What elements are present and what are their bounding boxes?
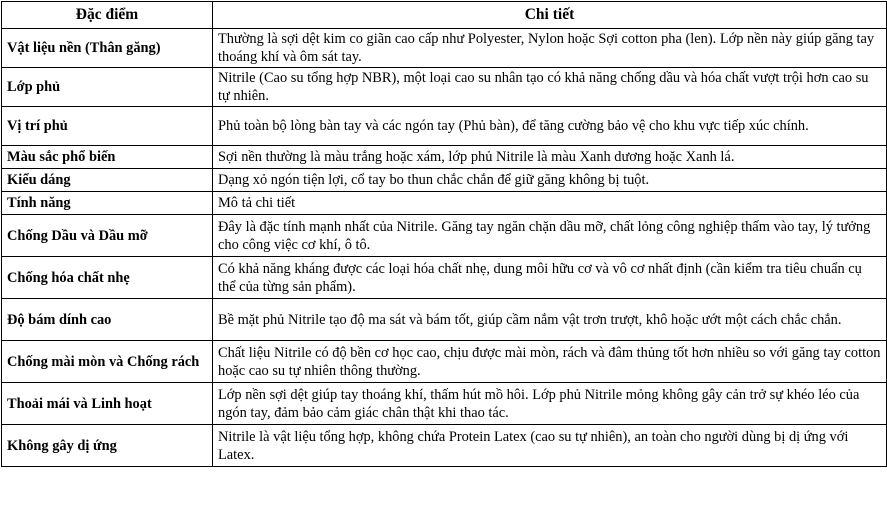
row-detail: Bề mặt phủ Nitrile tạo độ ma sát và bám tốt, giúp cầm nắm vật trơn trượt, khô hoặc ướt một cách chắc chắn.	[213, 299, 887, 341]
table-row	[2, 192, 887, 215]
row-feature: Tính năng	[2, 192, 213, 215]
table-row	[2, 68, 887, 107]
row-feature: Chống mài mòn và Chống rách	[2, 341, 213, 383]
row-feature: Không gây dị ứng	[2, 425, 213, 467]
table-row	[2, 341, 887, 383]
table-row	[2, 425, 887, 467]
row-detail: Dạng xỏ ngón tiện lợi, cổ tay bo thun chắc chắn để giữ găng không bị tuột.	[213, 169, 887, 192]
table-row	[2, 299, 887, 341]
row-detail: Đây là đặc tính mạnh nhất của Nitrile. Găng tay ngăn chặn dầu mỡ, chất lỏng công nghiệp thấm vào tay, lý tưởng cho công việc cơ khí, ô tô.	[213, 215, 887, 257]
row-feature: Kiểu dáng	[2, 169, 213, 192]
table-row	[2, 257, 887, 299]
row-detail: Nitrile (Cao su tổng hợp NBR), một loại cao su nhân tạo có khả năng chống dầu và hóa chất vượt trội hơn cao su tự nhiên.	[213, 68, 887, 107]
table-row	[2, 169, 887, 192]
row-feature: Màu sắc phổ biến	[2, 146, 213, 169]
table-row	[2, 383, 887, 425]
row-feature: Vị trí phủ	[2, 107, 213, 146]
row-detail: Lớp nền sợi dệt giúp tay thoáng khí, thấm hút mồ hôi. Lớp phủ Nitrile mỏng không gây cản trở sự khéo léo của ngón tay, đảm bảo cảm giác chân thật khi thao tác.	[213, 383, 887, 425]
table-row	[2, 215, 887, 257]
row-feature: Vật liệu nền (Thân găng)	[2, 29, 213, 68]
table-row	[2, 146, 887, 169]
row-feature: Chống Dầu và Dầu mỡ	[2, 215, 213, 257]
header-detail: Chi tiết	[213, 2, 887, 29]
row-detail: Có khả năng kháng được các loại hóa chất nhẹ, dung môi hữu cơ và vô cơ nhất định (cần kiểm tra tiêu chuẩn cụ thể của từng sản phẩm).	[213, 257, 887, 299]
table-row	[2, 29, 887, 68]
row-detail: Nitrile là vật liệu tổng hợp, không chứa Protein Latex (cao su tự nhiên), an toàn cho người dùng bị dị ứng với Latex.	[213, 425, 887, 467]
row-feature: Độ bám dính cao	[2, 299, 213, 341]
row-detail: Chất liệu Nitrile có độ bền cơ học cao, chịu được mài mòn, rách và đâm thủng tốt hơn nhiều so với găng tay cotton hoặc cao su tự nhiên thông thường.	[213, 341, 887, 383]
row-detail: Sợi nền thường là màu trắng hoặc xám, lớp phủ Nitrile là màu Xanh dương hoặc Xanh lá.	[213, 146, 887, 169]
header-feature: Đặc điểm	[2, 2, 213, 29]
row-detail: Phủ toàn bộ lòng bàn tay và các ngón tay (Phủ bàn), để tăng cường bảo vệ cho khu vực tiếp xúc chính.	[213, 107, 887, 146]
row-feature: Thoải mái và Linh hoạt	[2, 383, 213, 425]
table-header-row	[2, 2, 887, 29]
row-detail: Thường là sợi dệt kim co giãn cao cấp như Polyester, Nylon hoặc Sợi cotton pha (len). Lớp nền này giúp găng tay thoáng khí và ôm sát tay.	[213, 29, 887, 68]
table-row	[2, 107, 887, 146]
row-detail: Mô tả chi tiết	[213, 192, 887, 215]
row-feature: Chống hóa chất nhẹ	[2, 257, 213, 299]
glove-spec-table	[1, 1, 887, 467]
row-feature: Lớp phủ	[2, 68, 213, 107]
